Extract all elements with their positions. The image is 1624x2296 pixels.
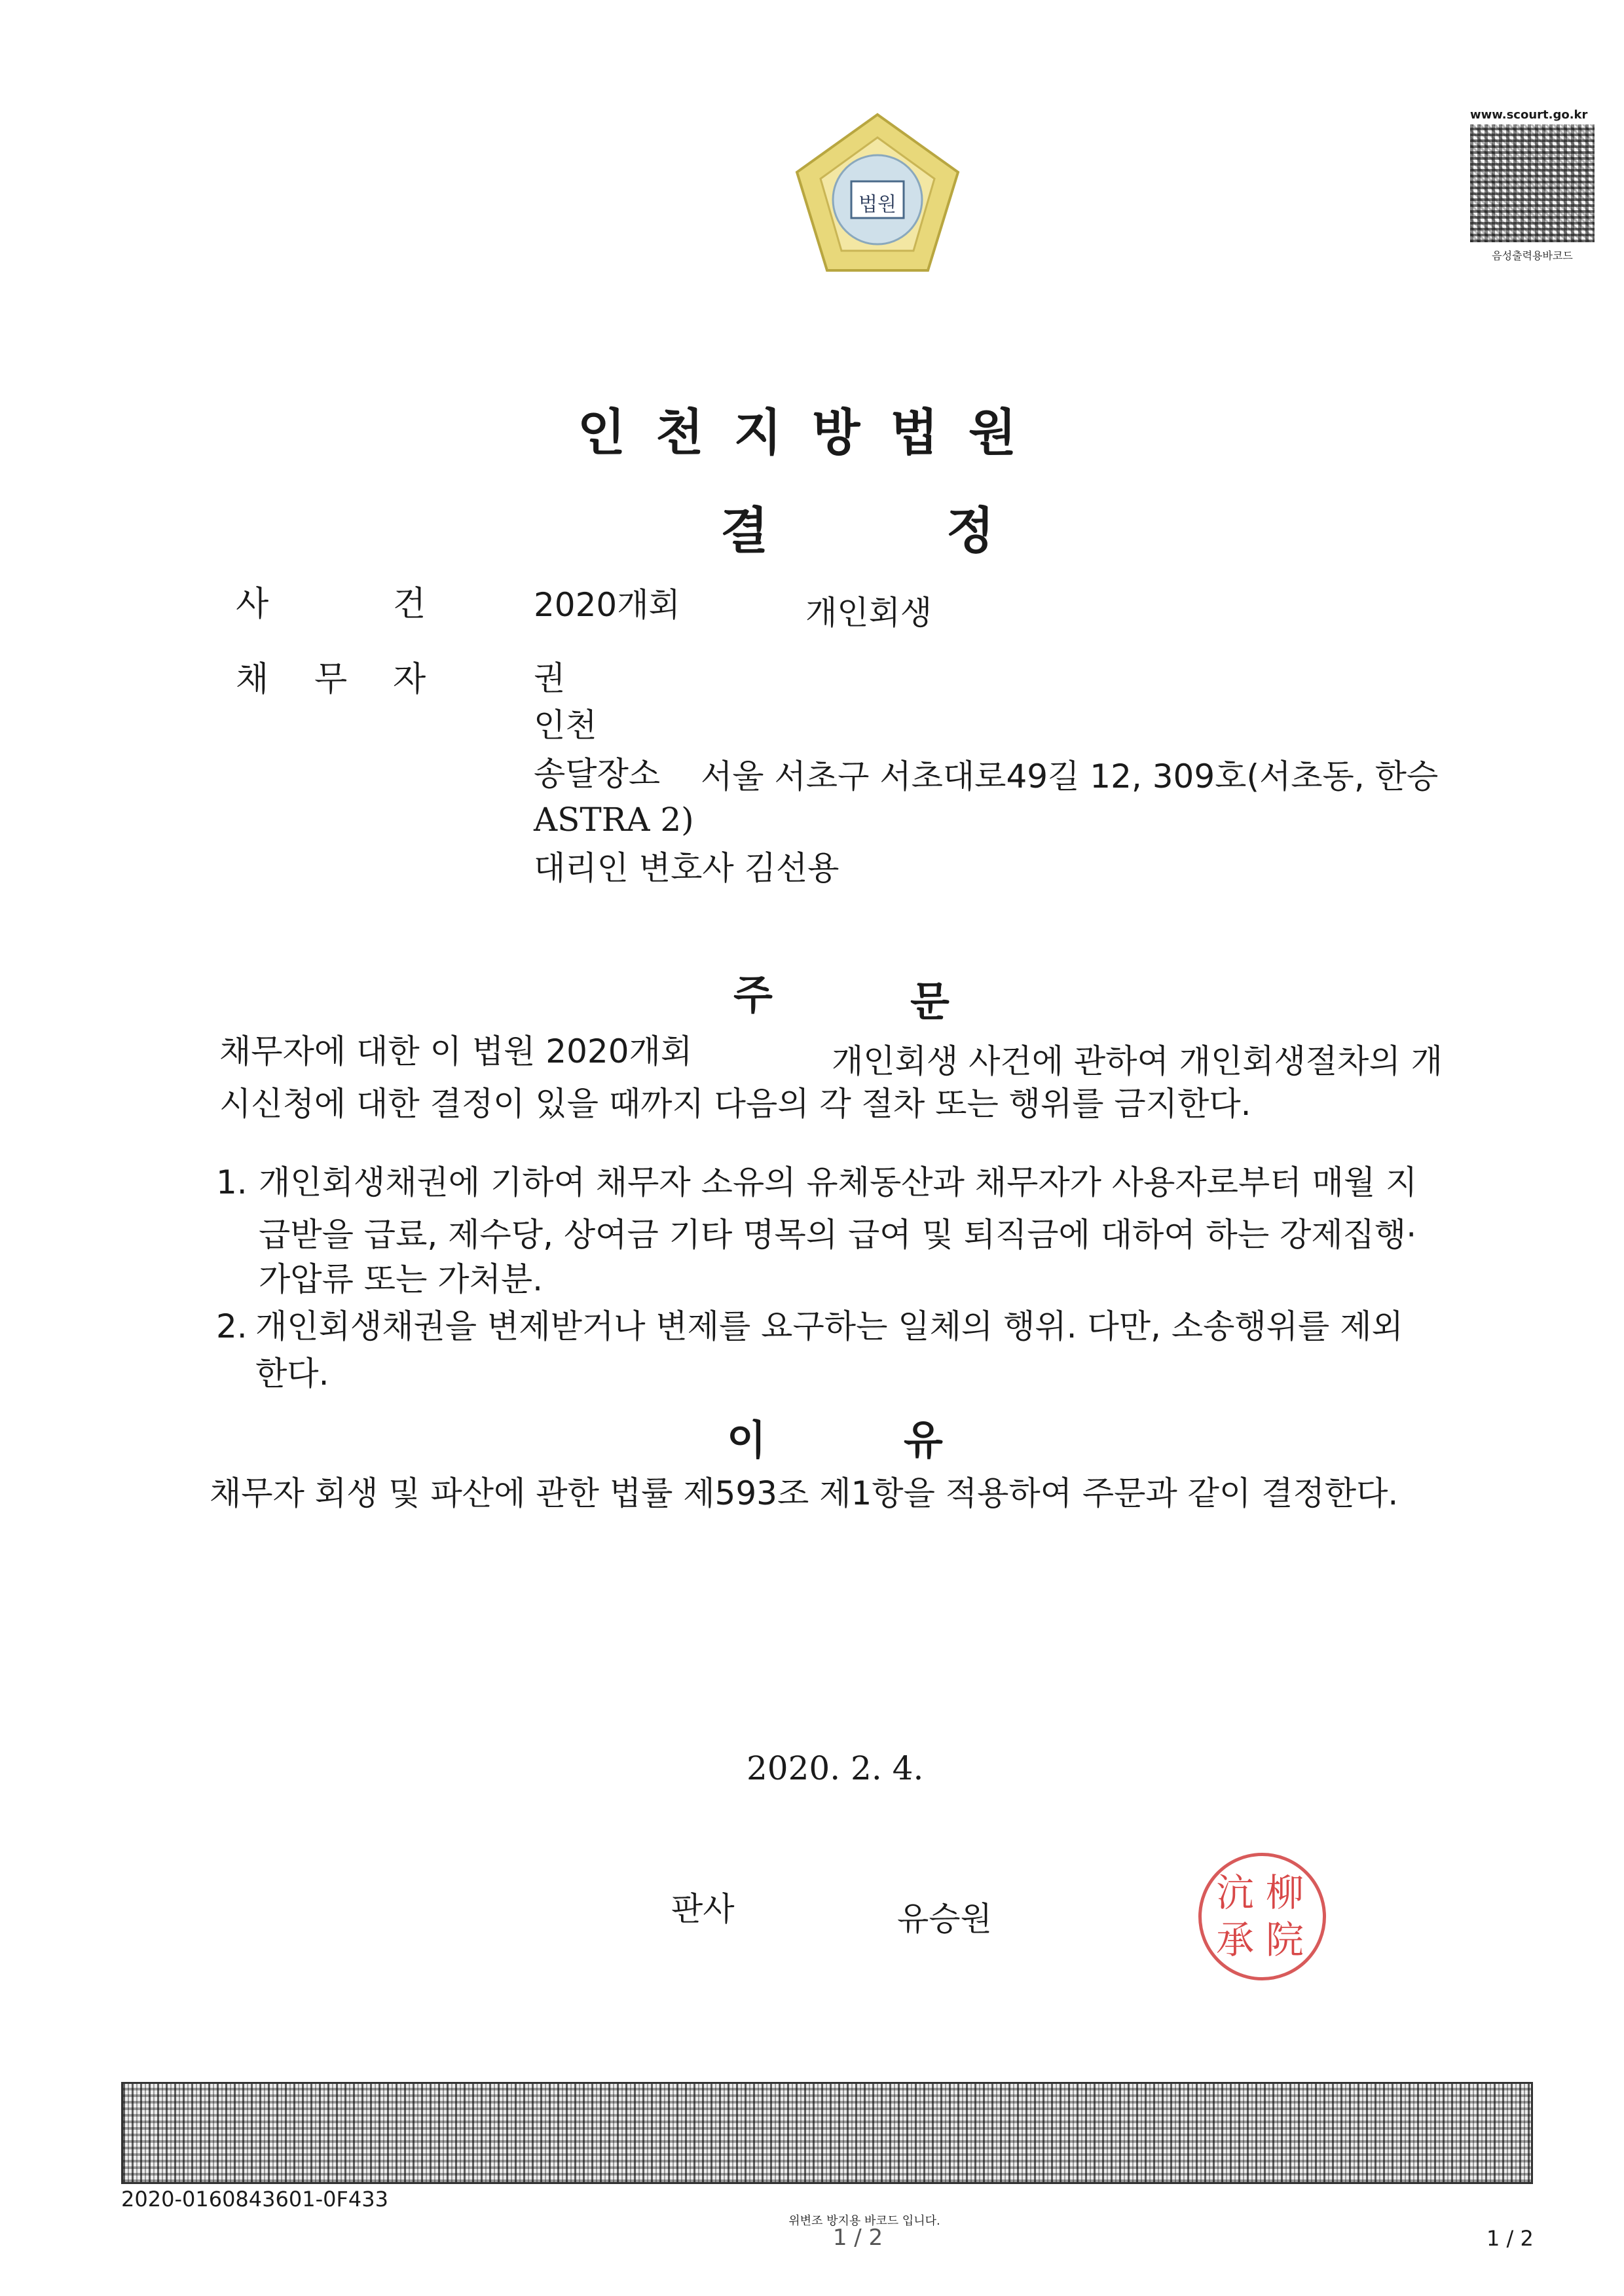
reason-text: 채무자 회생 및 파산에 관한 법률 제593조 제1항을 적용하여 주문과 같이 결정한다. — [210, 1474, 1399, 1512]
debtor-label-2: 무 — [314, 660, 348, 699]
order-item-1-line-1: 개인회생채권에 기하여 채무자 소유의 유체동산과 채무자가 사용자로부터 매월 지 — [259, 1163, 1418, 1201]
seal-char-4: 院 — [1266, 1918, 1304, 1962]
emblem-label: 법원 — [858, 193, 896, 216]
case-number: 2020개회 — [534, 586, 680, 624]
doc-title-right: 정 — [946, 501, 995, 560]
court-emblem — [789, 108, 966, 278]
debtor-address: 인천 — [534, 706, 597, 744]
order-intro-line-2: 시신청에 대한 결정이 있을 때까지 다음의 각 절차 또는 행위를 금지한다. — [219, 1085, 1251, 1123]
order-item-2-line-2: 한다. — [255, 1355, 329, 1393]
order-item-1-line-3: 가압류 또는 가처분. — [259, 1260, 544, 1298]
debtor-label-1: 채 — [236, 660, 269, 699]
page-number-center: 1 / 2 — [832, 2225, 883, 2251]
delivery-label: 송달장소 — [534, 755, 661, 793]
anti-forgery-barcode — [121, 2082, 1533, 2184]
debtor-agent: 대리인 변호사 김선용 — [534, 849, 840, 887]
order-intro-line-1a: 채무자에 대한 이 법원 2020개회 — [219, 1032, 693, 1070]
case-type: 개인회생 — [805, 594, 932, 632]
debtor-label-3: 자 — [393, 660, 426, 699]
judge-title: 판사 — [671, 1890, 735, 1928]
doc-title-left: 결 — [720, 501, 769, 560]
order-item-1-number: 1. — [216, 1163, 248, 1201]
seal-char-3: 承 — [1216, 1918, 1255, 1962]
seal-char-2: 柳 — [1266, 1870, 1304, 1915]
order-heading-1: 주 — [733, 971, 773, 1019]
judge-name: 유승원 — [897, 1900, 992, 1938]
order-item-2-line-1: 개인회생채권을 변제받거나 변제를 요구하는 일체의 행위. 다만, 소송행위를 제외 — [255, 1307, 1403, 1345]
judge-seal — [1198, 1853, 1326, 1980]
case-label-1: 사 — [236, 585, 269, 624]
voice-barcode-caption: 음성출력용바코드 — [1492, 249, 1573, 262]
court-name: 인천지방법원 — [577, 403, 1047, 462]
reason-heading-1: 이 — [727, 1416, 766, 1464]
delivery-address-line-1: 서울 서초구 서초대로49길 12, 309호(서초동, 한승 — [701, 757, 1439, 795]
reason-heading-2: 유 — [904, 1416, 943, 1464]
seal-char-1: 沆 — [1216, 1870, 1255, 1915]
barcode-url: www.scourt.go.kr — [1470, 108, 1588, 122]
decision-date: 2020. 2. 4. — [747, 1749, 924, 1787]
order-heading-2: 문 — [910, 977, 950, 1025]
order-item-1-line-2: 급받을 급료, 제수당, 상여금 기타 명목의 급여 및 퇴직금에 대하여 하는 강제집행· — [259, 1216, 1417, 1254]
debtor-name: 권 — [534, 659, 566, 697]
case-label-2: 건 — [393, 585, 426, 624]
order-intro-line-1b: 개인회생 사건에 관하여 개인회생절차의 개 — [832, 1042, 1443, 1080]
order-item-2-number: 2. — [216, 1307, 248, 1345]
voice-output-barcode — [1470, 124, 1595, 242]
barcode-id: 2020-0160843601-0F433 — [121, 2187, 388, 2212]
delivery-address-line-2: ASTRA 2) — [534, 801, 694, 839]
page-number-right: 1 / 2 — [1486, 2226, 1534, 2251]
forgery-notice: 위변조 방지용 바코드 입니다. — [788, 2214, 940, 2228]
